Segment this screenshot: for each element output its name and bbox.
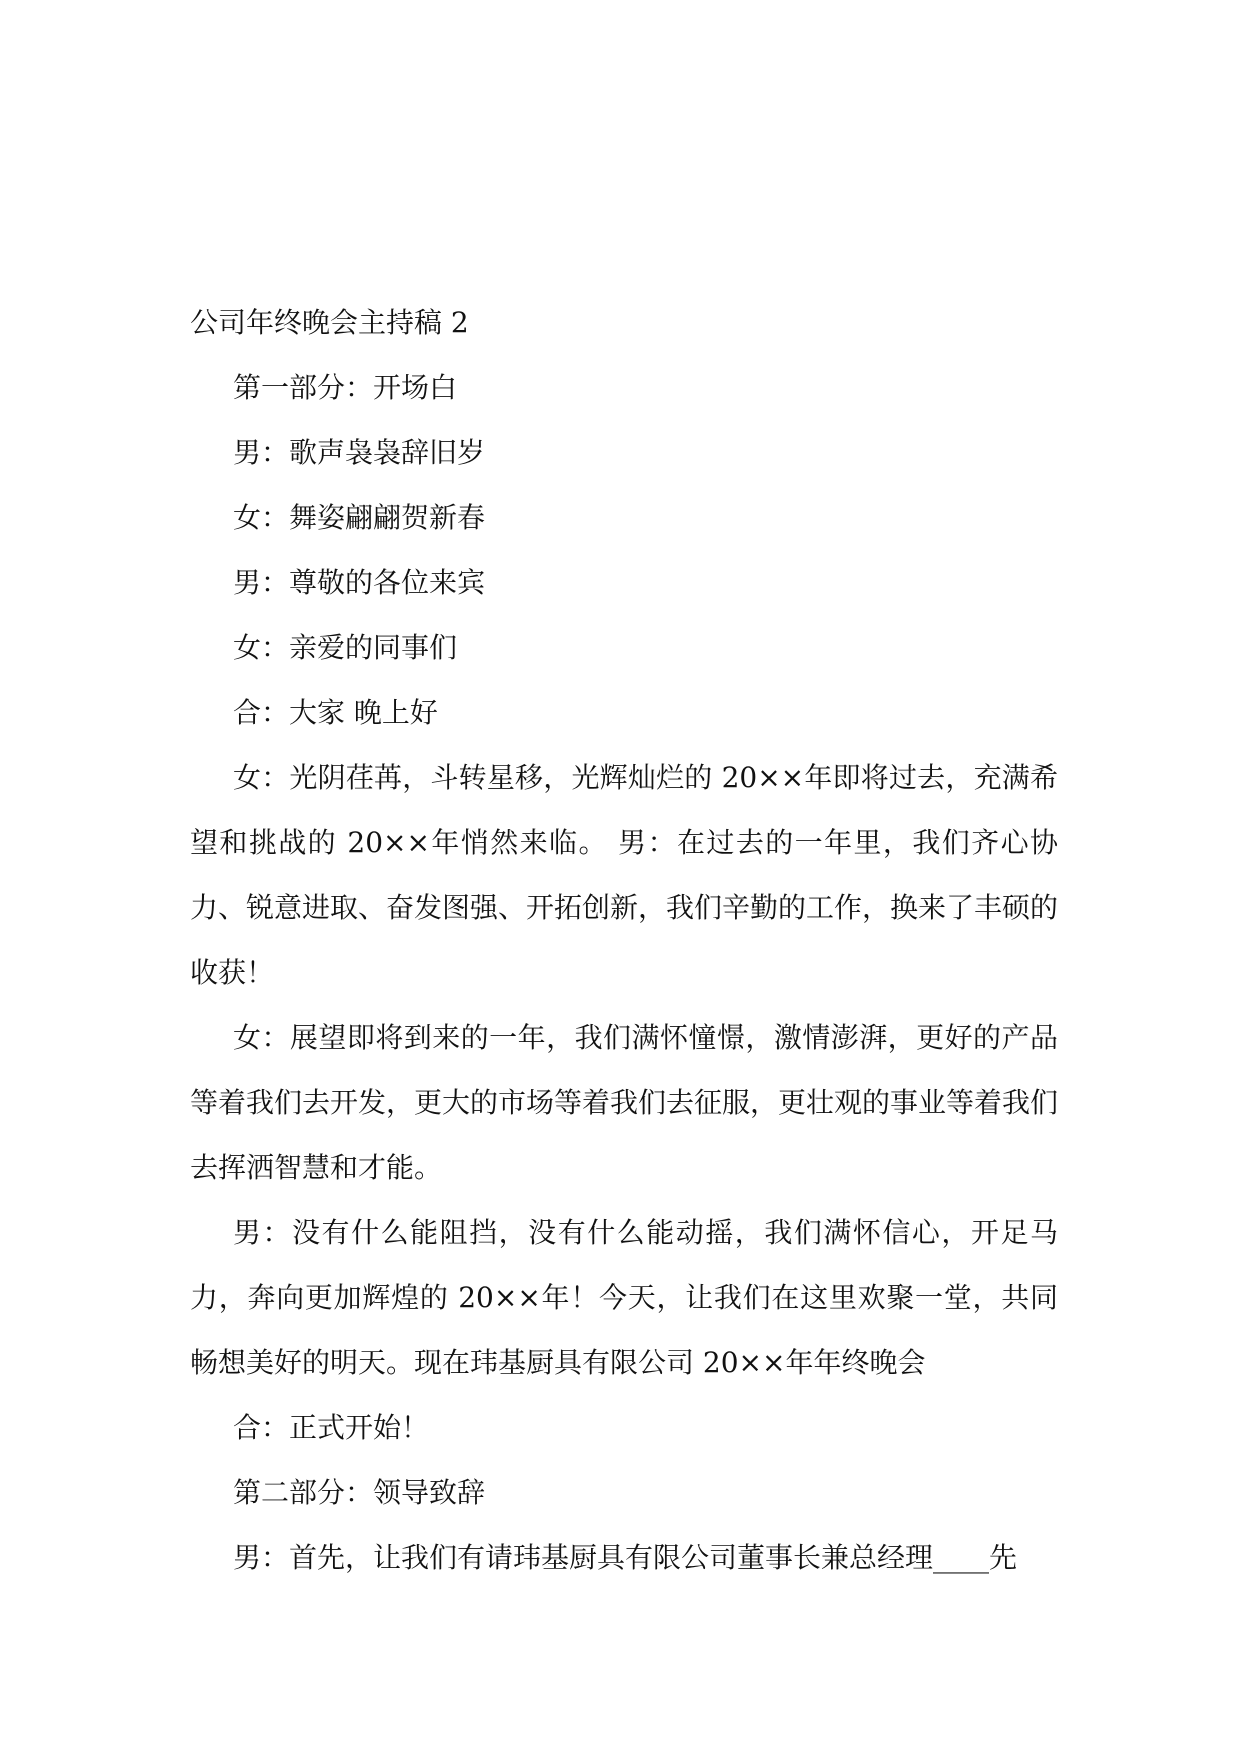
line-together-1: 合：大家 晚上好 <box>233 696 438 729</box>
paragraph-female-3: 女：光阴荏苒，斗转星移，光辉灿烂的 20××年即将过去，充满希望和挑战的 20××年悄然来临。 男：在过去的一年里，我们齐心协力、锐意进取、奋发图强、开拓创新，我们辛勤的工作，换来了丰硕的收获！ <box>190 761 1059 989</box>
line-together-2: 合：正式开始！ <box>233 1411 430 1444</box>
document-body <box>190 290 1058 1590</box>
line-male-2: 男：尊敬的各位来宾 <box>233 566 486 599</box>
paragraph-male-4: 男：没有什么能阻挡，没有什么能动摇，我们满怀信心，开足马力，奔向更加辉煌的 20××年！今天，让我们在这里欢聚一堂，共同畅想美好的明天。现在玮基厨具有限公司 20××年年终晚会 <box>190 1216 1058 1379</box>
line-male-5: 男：首先，让我们有请玮基厨具有限公司董事长兼总经理____先 <box>233 1541 1018 1574</box>
section-heading-leader-speech: 第二部分：领导致辞 <box>233 1476 486 1509</box>
line-female-2: 女：亲爱的同事们 <box>233 631 458 664</box>
document-title: 公司年终晚会主持稿 2 <box>190 306 469 339</box>
line-female-1: 女：舞姿翩翩贺新春 <box>233 501 486 534</box>
paragraph-female-4: 女：展望即将到来的一年，我们满怀憧憬，激情澎湃，更好的产品等着我们去开发，更大的市场等着我们去征服，更壮观的事业等着我们去挥洒智慧和才能。 <box>190 1021 1059 1184</box>
section-heading-opening: 第一部分：开场白 <box>233 371 458 404</box>
line-male-1: 男：歌声袅袅辞旧岁 <box>233 436 486 469</box>
